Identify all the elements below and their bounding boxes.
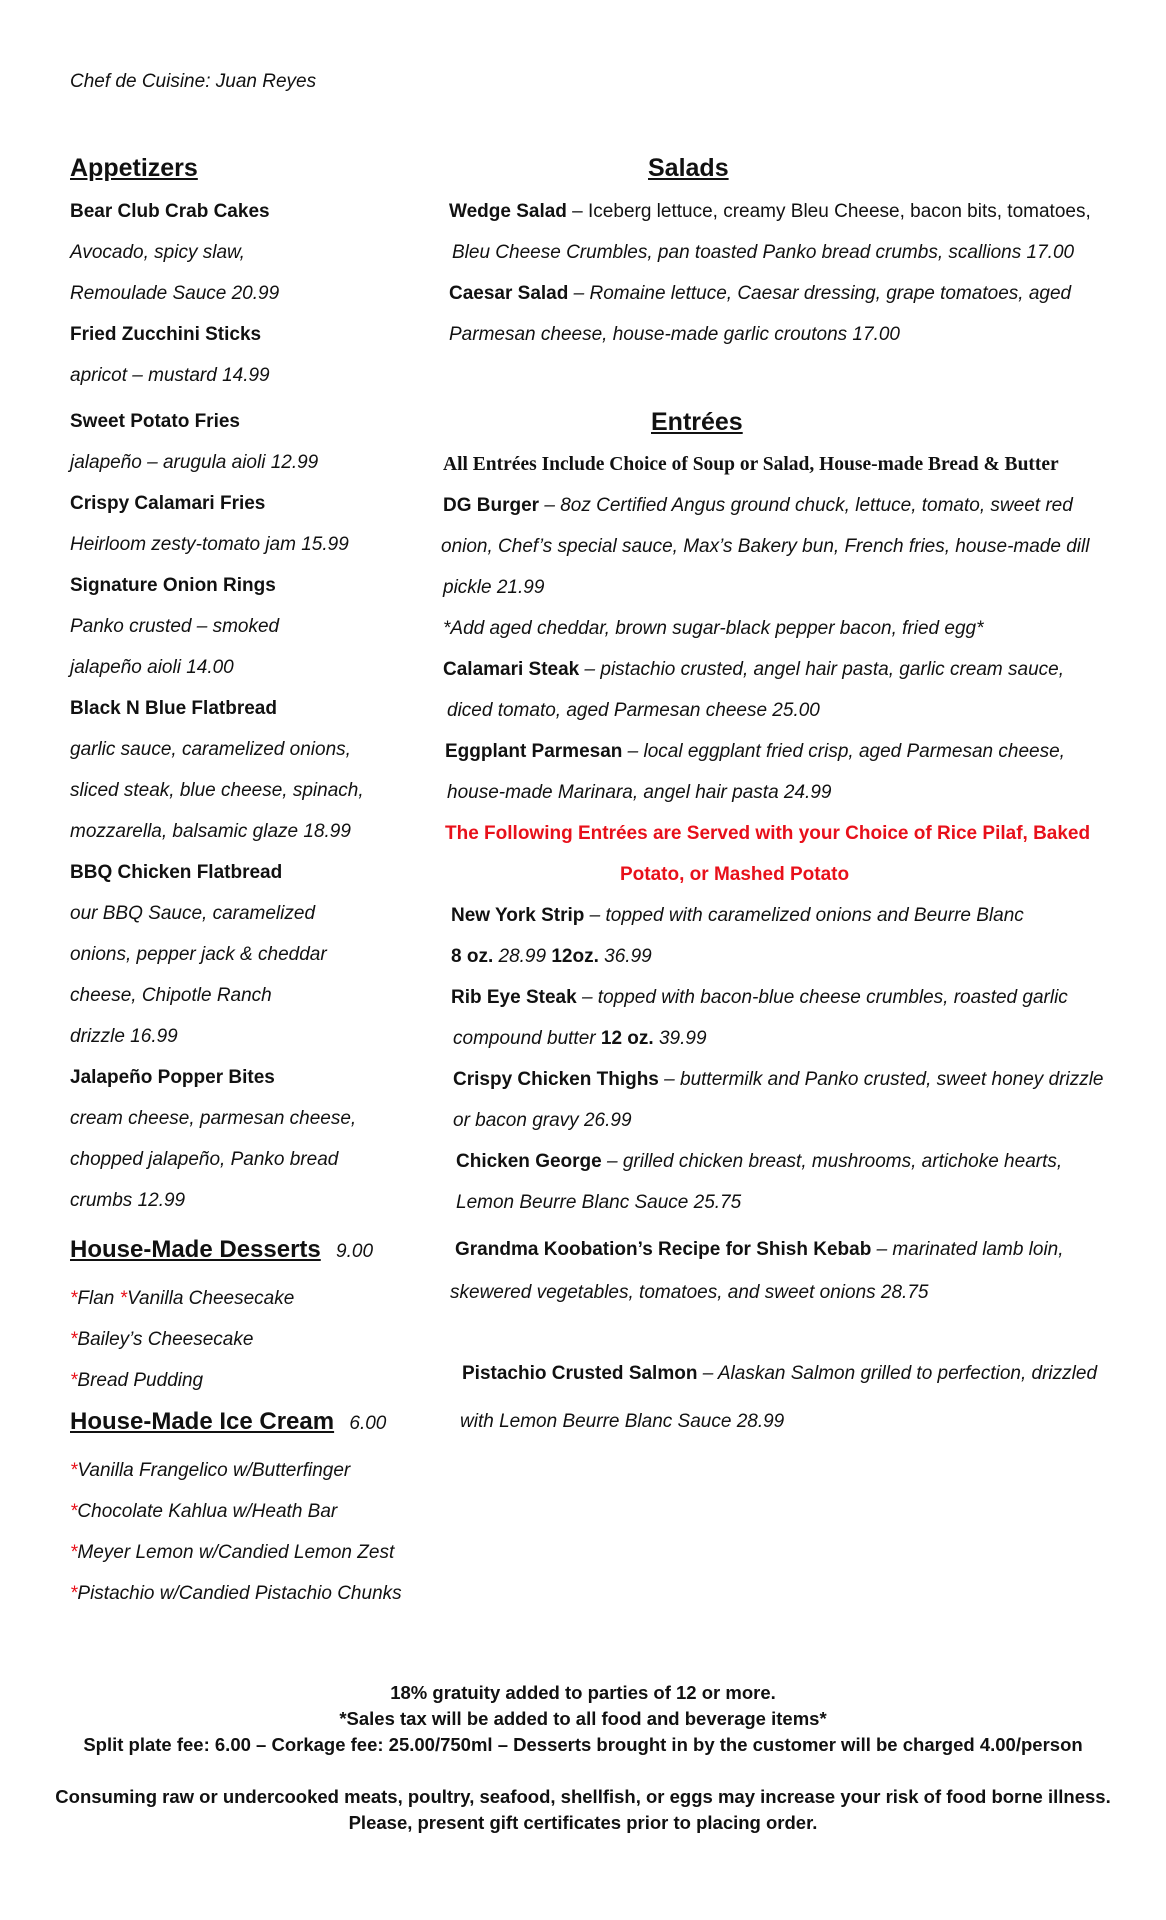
appetizer-name: BBQ Chicken Flatbread [70,862,283,883]
chicken-thighs-line: Crispy Chicken Thighs – buttermilk and Panko crusted, sweet honey drizzle [453,1069,1104,1090]
appetizer-desc: onions, pepper jack & cheddar [70,944,327,965]
ice-cream-item: *Meyer Lemon w/Candied Lemon Zest [70,1542,395,1563]
appetizer-desc: sliced steak, blue cheese, spinach, [70,780,364,801]
sides-note-cont: Potato, or Mashed Potato [620,864,850,885]
appetizer-desc: Panko crusted – smoked [70,616,280,637]
wedge-salad-line: Wedge Salad – Iceberg lettuce, creamy Bleu Cheese, bacon bits, tomatoes, [449,201,1091,222]
ice-cream-heading-row [70,1410,386,1436]
dg-burger-line: DG Burger – 8oz Certified Angus ground chuck, lettuce, tomato, sweet red [443,495,1073,516]
appetizer-name: Fried Zucchini Sticks [70,324,262,345]
appetizer-name: Sweet Potato Fries [70,411,240,432]
caesar-salad-line: Caesar Salad – Romaine lettuce, Caesar dressing, grape tomatoes, aged [449,283,1072,304]
ice-cream-heading: House-Made Ice Cream [70,1408,335,1435]
dessert-item: *Flan *Vanilla Cheesecake [70,1288,295,1309]
appetizer-desc: Heirloom zesty-tomato jam 15.99 [70,534,349,555]
caesar-salad-desc: Parmesan cheese, house-made garlic croutons 17.00 [449,324,900,345]
wedge-salad-desc: Bleu Cheese Crumbles, pan toasted Panko bread crumbs, scallions 17.00 [452,242,1075,263]
rib-eye-price: compound butter 12 oz. 39.99 [453,1028,707,1049]
sides-note: The Following Entrées are Served with your Choice of Rice Pilaf, Baked [445,823,1091,844]
dessert-item: *Bailey’s Cheesecake [70,1329,254,1350]
dg-burger-desc: onion, Chef’s special sauce, Max’s Bakery bun, French fries, house-made dill [441,536,1090,557]
fees-note: Split plate fee: 6.00 – Corkage fee: 25.00/750ml – Desserts brought in by the customer will be charged 4.00/person [83,1734,1083,1755]
eggplant-line: Eggplant Parmesan – local eggplant fried crisp, aged Parmesan cheese, [445,741,1065,762]
appetizer-name: Crispy Calamari Fries [70,493,266,514]
appetizer-desc: Remoulade Sauce 20.99 [70,283,280,304]
rib-eye-line: Rib Eye Steak – topped with bacon-blue cheese crumbles, roasted garlic [451,987,1068,1008]
shish-kebab-line: Grandma Koobation’s Recipe for Shish Kebab – marinated lamb loin, [455,1239,1064,1260]
appetizer-desc: drizzle 16.99 [70,1026,178,1047]
ny-strip-line: New York Strip – topped with caramelized onions and Beurre Blanc [451,905,1024,926]
dg-burger-price: pickle 21.99 [443,577,545,598]
gratuity-note: 18% gratuity added to parties of 12 or more. [390,1682,776,1703]
dessert-item: *Bread Pudding [70,1370,204,1391]
appetizer-desc: garlic sauce, caramelized onions, [70,739,351,760]
ice-cream-item: *Vanilla Frangelico w/Butterfinger [70,1460,351,1481]
desserts-heading-row [70,1238,373,1264]
entrees-note: All Entrées Include Choice of Soup or Salad, House-made Bread & Butter [443,454,1059,475]
appetizer-name: Signature Onion Rings [70,575,276,596]
chef-line: Chef de Cuisine: Juan Reyes [70,71,317,92]
desserts-heading: House-Made Desserts [70,1236,321,1263]
ice-cream-price: 6.00 [349,1413,387,1434]
salmon-desc: with Lemon Beurre Blanc Sauce 28.99 [460,1411,785,1432]
appetizer-name: Bear Club Crab Cakes [70,201,270,222]
appetizer-name: Jalapeño Popper Bites [70,1067,275,1088]
appetizer-desc: jalapeño – arugula aioli 12.99 [70,452,319,473]
appetizer-name: Black N Blue Flatbread [70,698,277,719]
shish-kebab-desc: skewered vegetables, tomatoes, and sweet onions 28.75 [450,1282,929,1303]
appetizer-desc: cream cheese, parmesan cheese, [70,1108,357,1129]
eggplant-desc: house-made Marinara, angel hair pasta 24.99 [447,782,832,803]
calamari-steak-line: Calamari Steak – pistachio crusted, angel hair pasta, garlic cream sauce, [443,659,1065,680]
desserts-price: 9.00 [336,1241,374,1262]
entrees-heading: Entrées [651,408,743,436]
dg-burger-addon: *Add aged cheddar, brown sugar-black pepper bacon, fried egg* [443,618,984,639]
appetizer-desc: our BBQ Sauce, caramelized [70,903,316,924]
appetizer-desc: crumbs 12.99 [70,1190,186,1211]
appetizers-heading: Appetizers [70,154,198,182]
appetizer-desc: chopped jalapeño, Panko bread [70,1149,339,1170]
gift-certificate-note: Please, present gift certificates prior to placing order. [348,1812,818,1833]
food-safety-warning: Consuming raw or undercooked meats, poultry, seafood, shellfish, or eggs may increase your risk of food borne illness. [55,1786,1111,1807]
salads-heading: Salads [648,154,729,182]
ice-cream-item: *Chocolate Kahlua w/Heath Bar [70,1501,338,1522]
chicken-thighs-desc: or bacon gravy 26.99 [453,1110,632,1131]
appetizer-desc: cheese, Chipotle Ranch [70,985,272,1006]
appetizer-desc: jalapeño aioli 14.00 [70,657,234,678]
appetizer-desc: Avocado, spicy slaw, [70,242,245,263]
sales-tax-note: *Sales tax will be added to all food and beverage items* [339,1708,827,1729]
appetizer-desc: mozzarella, balsamic glaze 18.99 [70,821,351,842]
chicken-george-desc: Lemon Beurre Blanc Sauce 25.75 [456,1192,742,1213]
ny-strip-prices: 8 oz. 28.99 12oz. 36.99 [451,946,652,967]
calamari-steak-desc: diced tomato, aged Parmesan cheese 25.00 [447,700,820,721]
appetizer-desc: apricot – mustard 14.99 [70,365,270,386]
chicken-george-line: Chicken George – grilled chicken breast, mushrooms, artichoke hearts, [456,1151,1063,1172]
salmon-line: Pistachio Crusted Salmon – Alaskan Salmon grilled to perfection, drizzled [462,1363,1098,1384]
ice-cream-item: *Pistachio w/Candied Pistachio Chunks [70,1583,402,1604]
